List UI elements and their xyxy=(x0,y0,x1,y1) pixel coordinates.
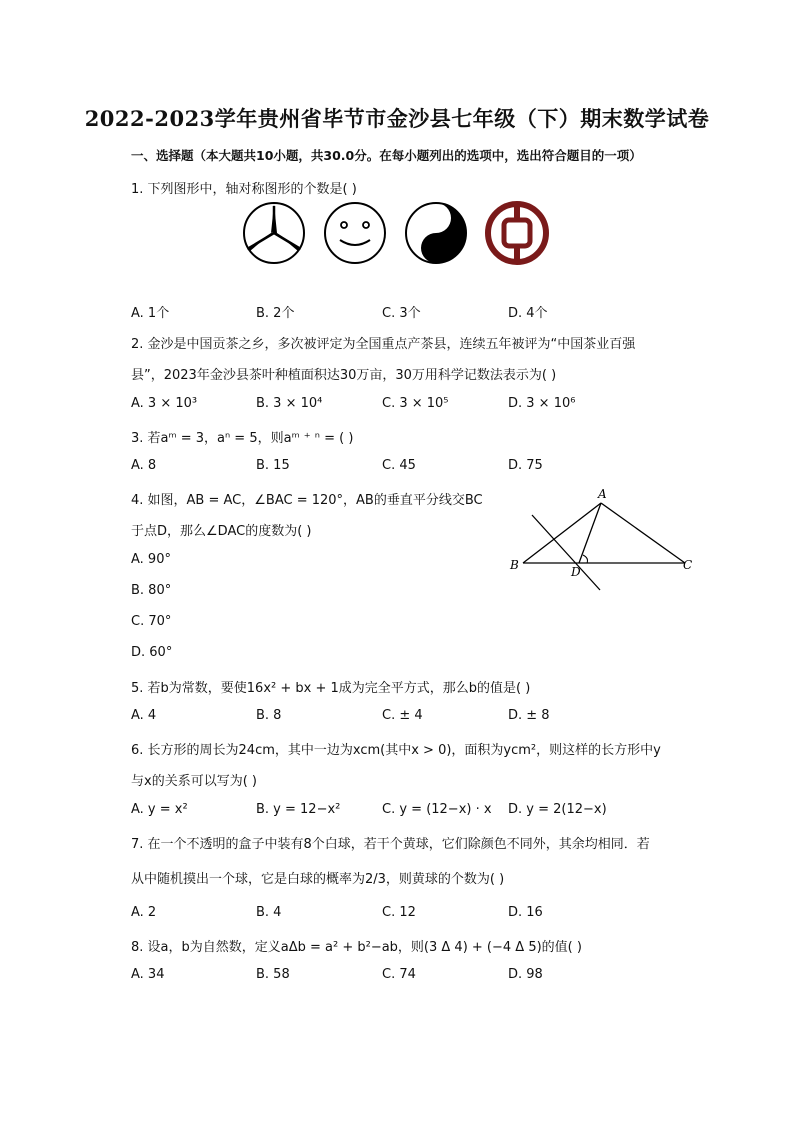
bank-of-china-logo-icon xyxy=(488,204,546,262)
question-7-option-a: A. 2 xyxy=(131,905,157,920)
question-1-text: 1. 下列图形中，轴对称图形的个数是( ) xyxy=(131,182,357,197)
question-4-text-line-1: 4. 如图，AB = AC，∠BAC = 120°，AB的垂直平分线交BC xyxy=(131,493,483,508)
question-8-option-b: B. 58 xyxy=(256,967,290,982)
question-6-option-c: C. y = (12−x) · x xyxy=(382,802,492,817)
smiley-face-icon xyxy=(325,203,385,263)
question-6-option-b: B. y = 12−x² xyxy=(256,802,341,817)
question-1-option-b: B. 2个 xyxy=(256,306,295,321)
label-c: C xyxy=(683,558,693,572)
question-5-option-b: B. 8 xyxy=(256,708,282,723)
question-4-text-line-2: 于点D，那么∠DAC的度数为( ) xyxy=(131,524,312,539)
question-2-text-line-2: 县”，2023年金沙县茶叶种植面积达30万亩，30万用科学记数法表示为( ) xyxy=(131,368,557,383)
question-2-option-b: B. 3 × 10⁴ xyxy=(256,396,323,411)
question-3-option-c: C. 45 xyxy=(382,458,416,473)
question-2-option-a: A. 3 × 10³ xyxy=(131,396,198,411)
question-4-option-b: B. 80° xyxy=(131,583,172,598)
question-3-text: 3. 若aᵐ = 3，aⁿ = 5，则aᵐ ⁺ ⁿ = ( ) xyxy=(131,431,354,446)
label-d: D xyxy=(571,565,581,579)
question-7-text-line-2: 从中随机摸出一个球，它是白球的概率为2/3，则黄球的个数为( ) xyxy=(131,872,505,887)
question-3-option-b: B. 15 xyxy=(256,458,290,473)
question-2-option-d: D. 3 × 10⁶ xyxy=(508,396,576,411)
section-header: 一、选择题（本大题共10小题，共30.0分。在每小题列出的选项中，选出符合题目的一项） xyxy=(131,148,642,163)
question-5-option-a: A. 4 xyxy=(131,708,157,723)
question-6-text-line-1: 6. 长方形的周长为24cm，其中一边为xcm(其中x > 0)，面积为ycm²，则这样的长方形中y xyxy=(131,743,661,758)
question-5-option-d: D. ± 8 xyxy=(508,708,550,723)
question-7-option-b: B. 4 xyxy=(256,905,282,920)
question-7-option-c: C. 12 xyxy=(382,905,416,920)
question-8-option-a: A. 34 xyxy=(131,967,165,982)
question-4-option-a: A. 90° xyxy=(131,552,171,567)
question-4-option-c: C. 70° xyxy=(131,614,172,629)
question-2-option-c: C. 3 × 10⁵ xyxy=(382,396,449,411)
question-7-text-line-1: 7. 在一个不透明的盒子中装有8个白球，若干个黄球，它们除颜色不同外，其余均相同．若 xyxy=(131,837,650,852)
label-a: A xyxy=(598,487,607,501)
question-6-option-d: D. y = 2(12−x) xyxy=(508,802,607,817)
question-6-text-line-2: 与x的关系可以写为( ) xyxy=(131,774,257,789)
question-3-option-a: A. 8 xyxy=(131,458,157,473)
question-4-option-d: D. 60° xyxy=(131,645,173,660)
question-3-option-d: D. 75 xyxy=(508,458,543,473)
question-8-option-d: D. 98 xyxy=(508,967,543,982)
question-4-triangle-figure xyxy=(503,483,698,595)
question-1-option-d: D. 4个 xyxy=(508,306,548,321)
question-8-option-c: C. 74 xyxy=(382,967,416,982)
question-6-option-a: A. y = x² xyxy=(131,802,188,817)
mercedes-logo-icon xyxy=(244,203,304,263)
label-b: B xyxy=(510,558,519,572)
question-1-option-a: A. 1个 xyxy=(131,306,170,321)
question-5-text: 5. 若b为常数，要使16x² + bx + 1成为完全平方式，那么b的值是( ) xyxy=(131,681,531,696)
page-title: 2022-2023学年贵州省毕节市金沙县七年级（下）期末数学试卷 xyxy=(84,106,710,131)
question-1-option-c: C. 3个 xyxy=(382,306,421,321)
yin-yang-icon xyxy=(406,203,466,263)
question-5-option-c: C. ± 4 xyxy=(382,708,423,723)
question-2-text-line-1: 2. 金沙是中国贡茶之乡，多次被评定为全国重点产茶县，连续五年被评为“中国茶业百强 xyxy=(131,337,636,352)
question-1-figures xyxy=(240,200,555,268)
question-8-text: 8. 设a，b为自然数，定义aΔb = a² + b²−ab，则(3 Δ 4) + (−4 Δ 5)的值( ) xyxy=(131,940,582,955)
question-7-option-d: D. 16 xyxy=(508,905,543,920)
